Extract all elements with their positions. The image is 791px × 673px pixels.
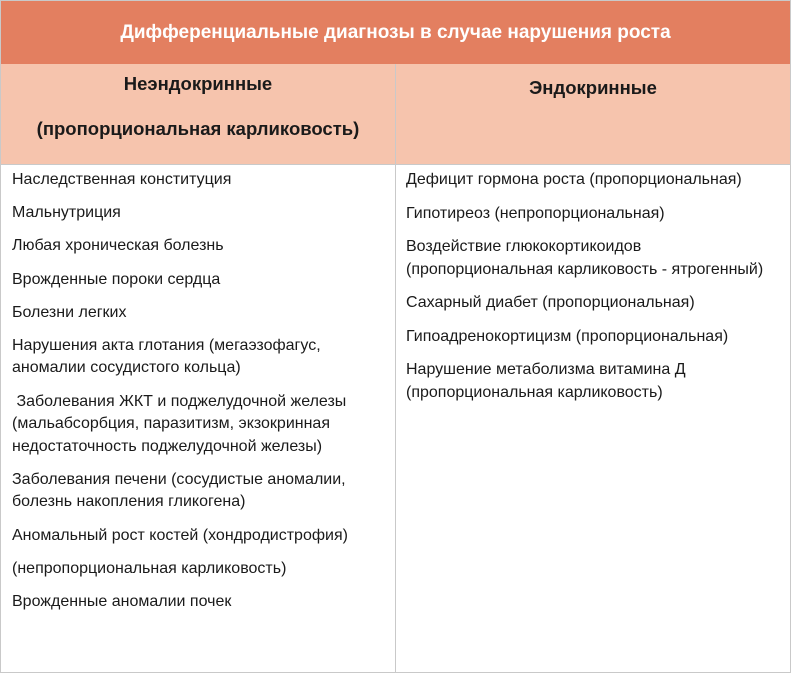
list-item: Аномальный рост костей (хондродистрофия) xyxy=(12,526,348,544)
list-item: Врожденные аномалии почек xyxy=(12,592,232,610)
table-title: Дифференциальные диагнозы в случае нарушения роста xyxy=(1,1,790,64)
non-endocrine-list xyxy=(12,169,390,624)
list-item: Нарушение метаболизма витамина Д (пропорциональная карликовость) xyxy=(406,361,686,401)
list-item: Наследственная конституция xyxy=(12,171,232,188)
list-item: Врожденные пороки сердца xyxy=(12,270,221,288)
list-item: Воздействие глюкокортикоидов (пропорциональная карликовость - ятрогенный) xyxy=(406,238,764,278)
list-item: Болезни легких xyxy=(12,303,127,321)
list-item: Сахарный диабет (пропорциональная) xyxy=(406,294,695,311)
header-non-endocrine-label: Неэндокринные xyxy=(123,73,273,94)
list-item: Гипоадренокортицизм (пропорциональная) xyxy=(406,327,729,345)
header-non-endocrine xyxy=(1,64,395,164)
header-endocrine xyxy=(396,64,790,164)
list-item: Нарушения акта глотания (мегаэзофагус, аномалии сосудистого кольца) xyxy=(12,336,321,377)
header-endocrine-label: Эндокринные xyxy=(529,77,657,98)
list-item: Заболевания ЖКТ и поджелудочной железы (мальабсорбция, паразитизм, экзокринная недостаточность поджелудочной железы) xyxy=(12,392,351,455)
list-item: Дефицит гормона роста (пропорциональная) xyxy=(406,171,742,188)
list-item: (непропорциональная карликовость) xyxy=(12,559,287,577)
list-item: Любая хроническая болезнь xyxy=(12,237,224,255)
endocrine-list xyxy=(406,169,784,415)
list-item: Заболевания печени (сосудистые аномалии, болезнь накопления гликогена) xyxy=(12,470,346,511)
header-divider xyxy=(1,164,790,165)
list-item: Гипотиреоз (непропорциональная) xyxy=(406,204,665,222)
list-item: Мальнутриция xyxy=(12,204,121,222)
column-divider xyxy=(395,64,396,672)
header-non-endocrine-sublabel: (пропорциональная карликовость) xyxy=(36,118,360,139)
